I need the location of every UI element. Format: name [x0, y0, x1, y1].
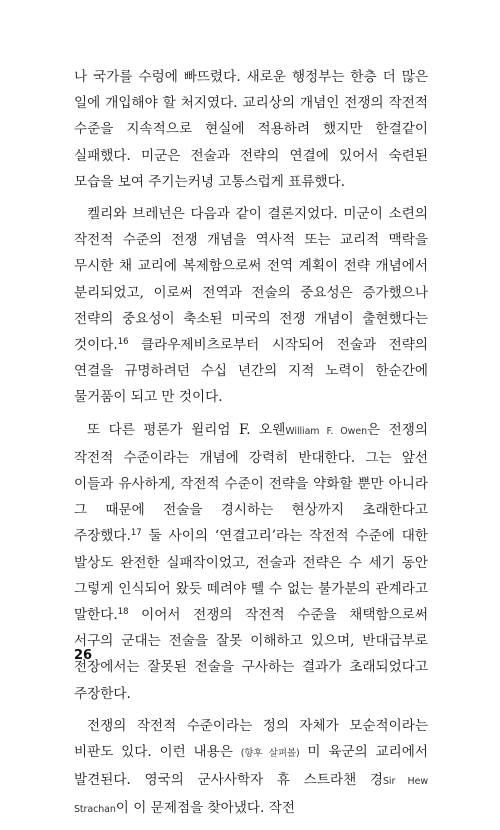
paragraph-2 [74, 201, 428, 411]
paragraph-4 [74, 713, 428, 824]
paragraph-4-part-c: 이 이 문제점을 찾아냈다. 작전 [115, 800, 295, 817]
page-number: 26 [74, 648, 93, 663]
footnote-ref-18: 18 [117, 607, 129, 618]
body-text [74, 64, 428, 830]
paragraph-1-text: 나 국가를 수렁에 빠뜨렸다. 새로운 행정부는 한층 더 많은 일에 개입해야 할 처지였다. 교리상의 개념인 전쟁의 작전적 수준을 지속적으로 현실에 적용하려 했지만 한결같이 실패했다. 미군은 전술과 전략의 연결에 있어서 숙련된 모습을 보여 주기는커녕 고통스럽게 표류했다. [74, 69, 428, 190]
paragraph-3-part-b: 은 전쟁의 작전적 수준이라는 개념에 강력히 반대한다. 그는 앞선 이들과 유사하게, 작전적 수준이 전략을 약화할 뿐만 아니라 그 때문에 전술을 경시하는 현상까지 초래한다고 주장했다. [74, 421, 428, 545]
parenthetical-note: (향후 살펴볼) [240, 748, 300, 760]
paragraph-3-part-d: 이어서 전쟁의 작전적 수준을 채택함으로써 서구의 군대는 전술을 잘못 이해하고 있으며, 반대급부로 전장에서는 잘못된 전술을 구사하는 결과가 초래되었다고 주장한다. [74, 607, 428, 702]
paragraph-4-part-b: 미 육군의 교리에서 발견된다. 영국의 군사사학자 휴 스트라챈 경 [74, 744, 428, 789]
footnote-ref-16: 16 [117, 337, 129, 348]
paragraph-2-part-a: 켈리와 브레넌은 다음과 같이 결론지었다. 미군이 소련의 작전적 수준의 전쟁 개념을 역사적 또는 교리적 맥락을 무시한 채 교리에 복제함으로써 전역 계획이 전략 개념에서 분리되었고, 이로써 전역과 전술의 중요성은 증가했으나 전략의 중요성이 축소된 미국의 전쟁 개념이 출현했다는 것이다. [74, 206, 428, 354]
paragraph-4-part-a: 전쟁의 작전적 수준이라는 정의 자체가 모순적이라는 비판도 있다. 이런 내용은 [74, 717, 428, 761]
paragraph-2-part-b: 클라우제비츠로부터 시작되어 전술과 전략의 연결을 규명하려던 수십 년간의 지적 노력이 한순간에 물거품이 되고 만 것이다. [74, 337, 428, 406]
footnote-ref-17: 17 [130, 528, 142, 539]
paragraph-1 [74, 64, 428, 195]
owen-original-name: William F. Owen [285, 425, 368, 437]
strachan-original-name: Sir Hew Strachan [74, 776, 428, 816]
paragraph-3 [74, 417, 428, 707]
paragraph-3-part-c: 둘 사이의 ‘연결고리’라는 작전적 수준에 대한 발상도 완전한 실패작이었고, 전술과 전략은 수 세기 동안 그렇게 인식되어 왔듯 떼려야 뗄 수 없는 불가분의 관계라고 말한다. [74, 528, 428, 624]
paragraph-3-part-a: 또 다른 평론가 윌리엄 F. 오웬 [87, 421, 286, 438]
